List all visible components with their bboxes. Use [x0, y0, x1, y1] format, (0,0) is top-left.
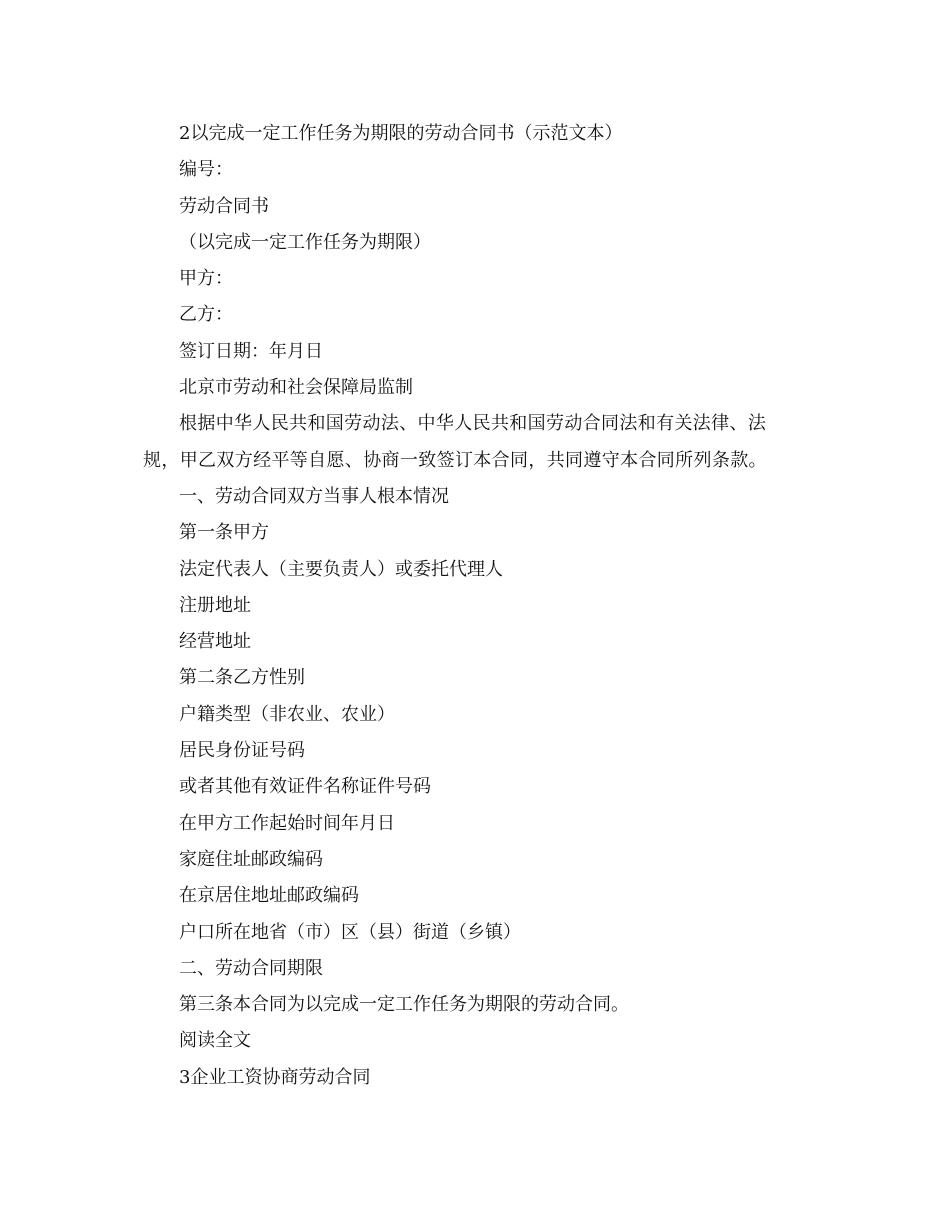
next-document-title[interactable]: 3企业工资协商劳动合同 [179, 1066, 371, 1088]
supervisor-label: 北京市劳动和社会保障局监制 [179, 377, 413, 399]
clause-line: 第二条乙方性别 [179, 667, 305, 689]
signing-date-label: 签订日期：年月日 [179, 340, 323, 362]
clause-line: 居民身份证号码 [179, 740, 305, 762]
party-a-label: 甲方： [179, 268, 233, 290]
section-heading: 一、劳动合同双方当事人根本情况 [179, 485, 449, 507]
contract-heading: 劳动合同书 [179, 195, 269, 217]
clause-line: 在甲方工作起始时间年月日 [179, 812, 395, 834]
clause-line: 法定代表人（主要负责人）或委托代理人 [179, 558, 503, 580]
document-body [143, 116, 783, 1096]
document-title: 2以完成一定工作任务为期限的劳动合同书（示范文本） [179, 123, 623, 144]
clause-line: 经营地址 [179, 631, 251, 653]
clause-line: 注册地址 [179, 594, 251, 616]
contract-number-label: 编号： [179, 159, 233, 181]
clause-line: 家庭住址邮政编码 [179, 848, 323, 870]
section-heading: 二、劳动合同期限 [179, 957, 323, 979]
party-b-label: 乙方： [179, 304, 233, 326]
clause-line: 户口所在地省（市）区（县）街道（乡镇） [179, 921, 521, 943]
clause-line: 第三条本合同为以完成一定工作任务为期限的劳动合同。 [179, 994, 629, 1016]
clause-line: 在京居住地址邮政编码 [179, 885, 359, 907]
contract-subheading: （以完成一定工作任务为期限） [179, 231, 431, 253]
clause-line: 第一条甲方 [179, 522, 269, 544]
clause-line: 或者其他有效证件名称证件号码 [179, 776, 431, 798]
intro-paragraph: 根据中华人民共和国劳动法、中华人民共和国劳动合同法和有关法律、法规，甲乙双方经平等自愿、协商一致签订本合同，共同遵守本合同所列条款。 [143, 413, 767, 471]
clause-line: 户籍类型（非农业、农业） [179, 703, 395, 725]
read-more-link[interactable]: 阅读全文 [179, 1030, 251, 1052]
